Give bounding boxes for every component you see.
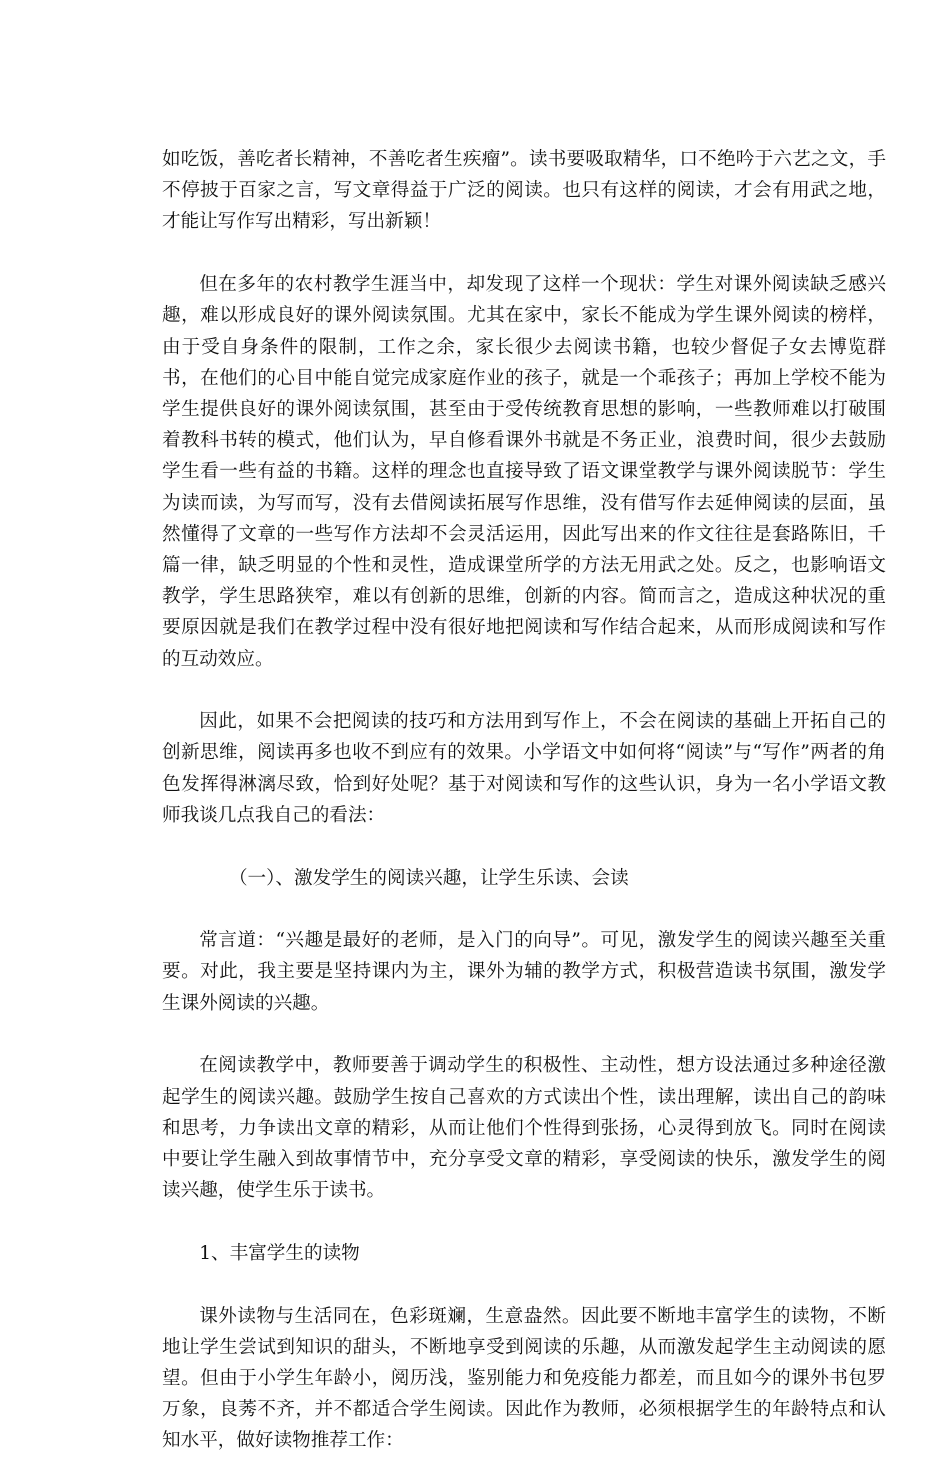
paragraph-3: 因此，如果不会把阅读的技巧和方法用到写作上，不会在阅读的基础上开拓自己的创新思维，阅读再多也收不到应有的效果。小学语文中如何将“阅读”与“写作”两者的角色发挥得淋漓尽致，恰到好处呢？基于对阅读和写作的这些认识，身为一名小学语文教师我谈几点我自己的看法： <box>162 711 886 826</box>
paragraph-5: 在阅读教学中，教师要善于调动学生的积极性、主动性，想方设法通过多种途径激起学生的阅读兴趣。鼓励学生按自己喜欢的方式读出个性，读出理解，读出自己的韵味和思考，力争读出文章的精彩，从而让他们个性得到张扬，心灵得到放飞。同时在阅读中要让学生融入到故事情节中，充分享受文章的精彩，享受阅读的快乐，激发学生的阅读兴趣，使学生乐于读书。 <box>162 1055 886 1202</box>
subsection-heading-1: 1、丰富学生的读物 <box>199 1242 360 1264</box>
document-page <box>162 144 886 1457</box>
paragraph-1: 如吃饭，善吃者长精神，不善吃者生疾瘤”。读书要吸取精华，口不绝吟于六艺之文，手不停披于百家之言，写文章得益于广泛的阅读。也只有这样的阅读，才会有用武之地，才能让写作写出精彩，写出新颖！ <box>162 149 886 233</box>
paragraph-4: 常言道：“兴趣是最好的老师，是入门的向导”。可见，激发学生的阅读兴趣至关重要。对此，我主要是坚持课内为主，课外为辅的教学方式，积极营造读书氛围，激发学生课外阅读的兴趣。 <box>162 930 886 1014</box>
paragraph-2: 但在多年的农村教学生涯当中，却发现了这样一个现状：学生对课外阅读缺乏感兴趣，难以形成良好的课外阅读氛围。尤其在家中，家长不能成为学生课外阅读的榜样，由于受自身条件的限制，工作之余，家长很少去阅读书籍，也较少督促子女去博览群书，在他们的心目中能自觉完成家庭作业的孩子，就是一个乖孩子；再加上学校不能为学生提供良好的课外阅读氛围，甚至由于受传统教育思想的影响，一些教师难以打破围着教科书转的模式，他们认为，早自修看课外书就是不务正业，浪费时间，很少去鼓励学生看一些有益的书籍。这样的理念也直接导致了语文课堂教学与课外阅读脱节：学生为读而读，为写而写，没有去借阅读拓展写作思维，没有借写作去延伸阅读的层面，虽然懂得了文章的一些写作方法却不会灵活运用，因此写出来的作文往往是套路陈旧，千篇一律，缺乏明显的个性和灵性，造成课堂所学的方法无用武之处。反之，也影响语文教学，学生思路狭窄，难以有创新的思维，创新的内容。简而言之，造成这种状况的重要原因就是我们在教学过程中没有很好地把阅读和写作结合起来，从而形成阅读和写作的互动效应。 <box>162 274 886 670</box>
paragraph-6: 课外读物与生活同在，色彩斑斓，生意盎然。因此要不断地丰富学生的读物，不断地让学生尝试到知识的甜头，不断地享受到阅读的乐趣，从而激发起学生主动阅读的愿望。但由于小学生年龄小，阅历浅，鉴别能力和免疫能力都差，而且如今的课外书包罗万象，良莠不齐，并不都适合学生阅读。因此作为教师，必须根据学生的年龄特点和认知水平，做好读物推荐工作： <box>162 1305 886 1452</box>
section-heading-1: （一）、激发学生的阅读兴趣，让学生乐读、会读 <box>228 867 629 889</box>
